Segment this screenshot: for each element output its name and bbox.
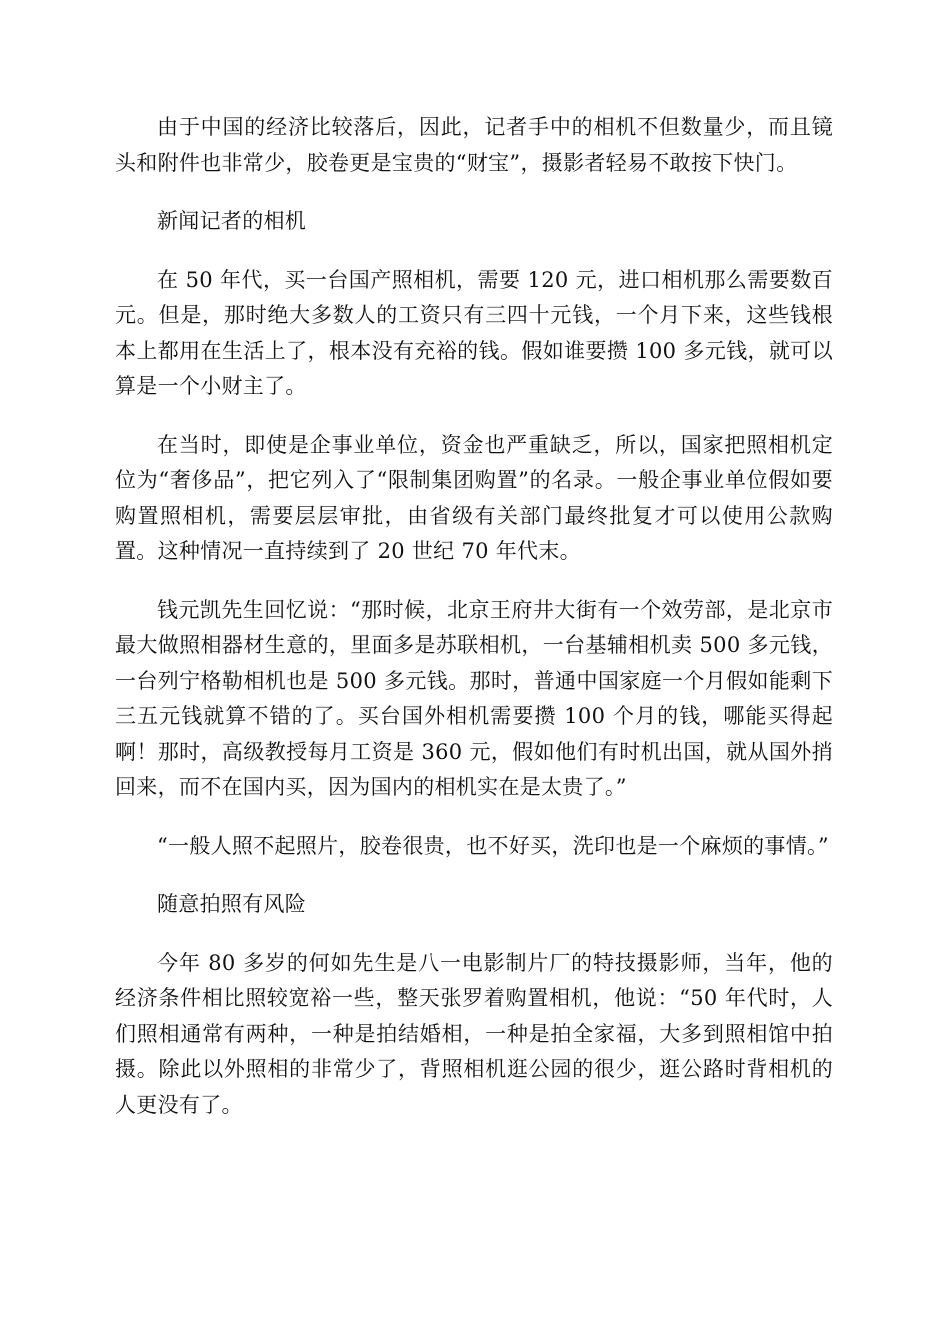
paragraph-he-ru-recollection: 今年 80 多岁的何如先生是八一电影制片厂的特技摄影师，当年，他的经济条件相比照较宽裕一些，整天张罗着购置相机，他说：“50 年代时，人们照相通常有两种，一种是拍结婚相，一种是拍全家福，大多到照相馆中拍摄。除此以外照相的非常少了，背照相机逛公园的很少，逛公路时背相机的人更没有了。	[115, 950, 833, 1117]
paragraph-qian-yuankai-recollection: 钱元凯先生回忆说：“那时候，北京王府井大街有一个效劳部，是北京市最大做照相器材生意的，里面多是苏联相机，一台基辅相机卖 500 多元钱，一台列宁格勒相机也是 500 多元钱。那时，普通中国家庭一个月假如能剩下三五元钱就算不错的了。买台国外相机需要攒 100 个月的钱，哪能买得起啊！那时，高级教授每月工资是 360 元，假如他们有时机出国，就从国外捎回来，而不在国内买，因为国内的相机实在是太贵了。”	[115, 597, 833, 799]
paragraph-camera-prices: 在 50 年代，买一台国产照相机，需要 120 元，进口相机那么需要数百元。但是，那时绝大多数人的工资只有三四十元钱，一个月下来，这些钱根本上都用在生活上了，根本没有充裕的钱。假如谁要攒 100 多元钱，就可以算是一个小财主了。	[115, 267, 833, 398]
paragraph-camera-scarcity: 由于中国的经济比较落后，因此，记者手中的相机不但数量少，而且镜头和附件也非常少，胶卷更是宝贵的“财宝”，摄影者轻易不敢按下快门。	[115, 115, 833, 175]
paragraph-film-expensive-quote: “一般人照不起照片，胶卷很贵，也不好买，洗印也是一个麻烦的事情。”	[157, 833, 829, 858]
section-heading-photo-risk: 随意拍照有风险	[157, 892, 307, 916]
document-page	[115, 110, 833, 1146]
paragraph-luxury-classification: 在当时，即使是企事业单位，资金也严重缺乏，所以，国家把照相机定位为“奢侈品”，把它列入了“限制集团购置”的名录。一般企事业单位假如要购置照相机，需要层层审批，由省级有关部门最终批复才可以使用公款购置。这种情况一直持续到了 20 世纪 70 年代末。	[115, 432, 833, 563]
section-heading-news-camera: 新闻记者的相机	[157, 209, 307, 233]
